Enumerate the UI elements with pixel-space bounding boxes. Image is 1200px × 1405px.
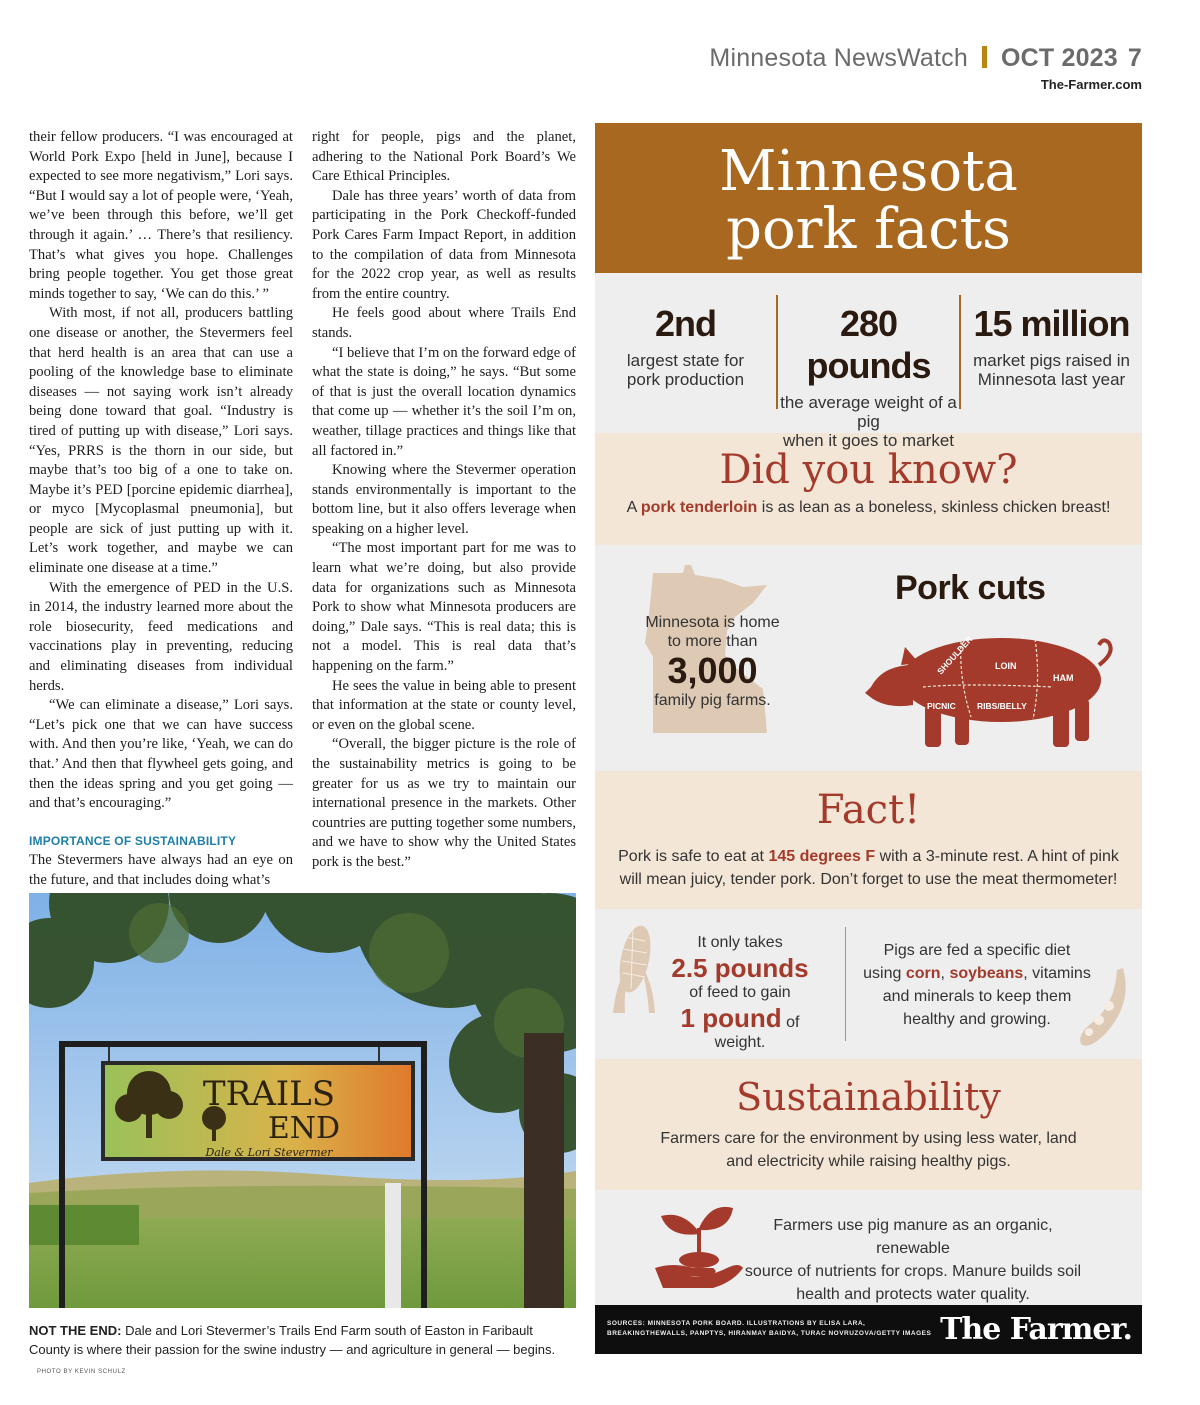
feed-conversion-text: It only takes 2.5 pounds of feed to gain 1 pound of weight. <box>655 933 825 1053</box>
caption-text: Dale and Lori Stevermer’s Trails End Farm south of Easton in Faribault County is where their passion for the swine industry — and agriculture in general — begins. <box>29 1323 556 1357</box>
article-paragraph: “I believe that I’m on the forward edge of what the state is doing,” he says. “But some of that is just the overall location dynamics that come up — whether it’s the soil I’m on, weather, tillage practices and things like that all factored in.” <box>312 344 576 459</box>
sustainability-text: Farmers care for the environment by using less water, land and electricity while raising healthy pigs. <box>660 1130 1077 1170</box>
article-paragraph: The Stevermers have always had an eye on the future, and that includes doing what’s <box>29 852 293 888</box>
sign-line-2: END <box>267 1111 341 1146</box>
infographic-footer <box>595 1305 1142 1354</box>
section-subhead: IMPORTANCE OF SUSTAINABILITY <box>29 833 237 848</box>
stat-market-weight <box>776 295 959 450</box>
did-you-know-text: A pork tenderloin is as lean as a boneless, skinless chicken breast! <box>626 499 1111 516</box>
manure-text: Farmers use pig manure as an organic, renewable source of nutrients for crops. Manure builds soil health and protects water quality. <box>744 1217 1082 1303</box>
sources-credit: SOURCES: MINNESOTA PORK BOARD. ILLUSTRATIONS BY ELISA LARA, BREAKINGTHEWALLS, PANPTYS, HIRANMAY BAIDYA, TURAC NOVRUZOVA/GETTY IMAGES <box>607 1320 932 1337</box>
diet-text: Pigs are fed a specific diet using corn, soybeans, vitamins and minerals to keep them healthy and growing. <box>863 942 1091 1028</box>
cut-ribs-belly: RIBS/BELLY <box>977 701 1027 711</box>
feed-amount: 2.5 pounds <box>671 953 809 983</box>
farm-sign-photo <box>29 893 576 1308</box>
article-paragraph: Dale has three years’ worth of data from participating in the Pork Checkoff-funded Pork Cares Farm Impact Report, in addition to the compilation of data from Minnesota for the 2022 crop year, as well as results from the entire country. <box>312 187 576 302</box>
page-header <box>709 44 1142 92</box>
stats-row <box>595 273 1142 450</box>
article-paragraph: their fellow producers. “I was encouraged at World Pork Expo [held in June], because I expected to see more negativism,” Lori says. “But I would say a lot of people were, ‘Yeah, we’ve been through this before, we’ll get through it again.’ … There’s that resiliency. That’s what gives you hope. Challenges bring people together. You get those great minds together to say, ‘We can do this.’ ” <box>29 129 293 302</box>
farms-text: Minnesota is home to more than 3,000 family pig farms. <box>635 613 790 710</box>
fact-text: Pork is safe to eat at 145 degrees F with a 3-minute rest. A hint of pink will mean juicy, tender pork. Don’t forget to use the meat thermometer! <box>618 848 1119 888</box>
article-paragraph: He sees the value in being able to present that information at the state or county level, or even on the global scene. <box>312 677 576 733</box>
manure-panel <box>595 1190 1142 1305</box>
pork-cuts-heading: Pork cuts <box>895 569 1046 607</box>
issue-date: OCT 2023 <box>1000 44 1118 72</box>
feed-panel <box>595 909 1142 1059</box>
article-paragraph: With the emergence of PED in the U.S. in 2014, the industry learned more about the role biosecurity, feed medications and vaccinations play in preventing, reducing and eliminating diseases from individual herds. <box>29 579 293 694</box>
title-line-1: Minnesota <box>719 139 1018 204</box>
sprout-in-hand-icon <box>653 1202 745 1292</box>
article-paragraph: With most, if not all, producers battling one disease or another, the Stevermers feel that herd health is an area that can use a pooling of the knowledge base to eliminate diseases — not saying work isn’t already being done toward that goal. “Industry is tired of putting up with disease,” Lori says. “Yes, PRRS is the thorn in our side, but maybe that’s too big of a one to take on. Maybe it’s PED [porcine epidemic diarrhea], or myco [Mycoplasmal pneumonia], but people are sick of just putting up with it. Let’s work together, and maybe we can eliminate one disease at a time.” <box>29 305 293 577</box>
the-farmer-logo: The Farmer. <box>940 1312 1132 1347</box>
header-line <box>709 44 1142 73</box>
article-paragraph: right for people, pigs and the planet, adhering to the National Pork Board’s We Care Ethical Principles. <box>312 129 576 185</box>
sustainability-heading: Sustainability <box>736 1075 1001 1119</box>
caption-lead: NOT THE END: <box>29 1323 122 1338</box>
stat-desc: market pigs raised in Minnesota last year <box>973 351 1130 389</box>
header-separator <box>982 46 987 68</box>
article-column-1 <box>29 128 293 891</box>
farms-number: 3,000 <box>667 650 758 691</box>
cut-picnic: PICNIC <box>927 701 956 711</box>
infographic-title <box>595 123 1142 273</box>
cut-shoulder: SHOULDER <box>935 634 975 677</box>
article-paragraph: He feels good about where Trails End stands. <box>312 305 576 341</box>
gain-amount: 1 pound <box>680 1003 782 1033</box>
corn-icon <box>603 917 659 1017</box>
article-paragraph: Knowing where the Stevermer operation stands environmentally is important to the bottom line, but it also offers leverage when speaking on a higher level. <box>312 462 576 537</box>
title-line-2: pork facts <box>726 197 1011 262</box>
fact-heading: Fact! <box>816 787 921 833</box>
stat-desc: the average weight of a pig when it goes to market <box>780 393 957 450</box>
pork-facts-infographic <box>595 123 1142 1354</box>
sustainability-panel <box>595 1059 1142 1190</box>
farm-sign-illustration <box>29 893 576 1308</box>
stat-desc: largest state for pork production <box>626 351 745 389</box>
stat-value: 2nd <box>654 303 716 344</box>
article-paragraph: “The most important part for me was to learn what we’re doing, but also provide data for organizations such as Minnesota Pork to show what Minnesota producers are doing,” Dale says. “This is real data; this is not a model. This is real data that’s happening on the farm.” <box>312 540 576 675</box>
article-column-2 <box>312 128 576 873</box>
stat-state-rank <box>595 295 776 409</box>
publication-name: Minnesota NewsWatch <box>709 44 968 72</box>
stat-value: 280 pounds <box>806 303 931 386</box>
stat-value: 15 million <box>973 303 1130 344</box>
sign-names: Dale & Lori Stevermer <box>205 1146 333 1159</box>
photo-credit: PHOTO BY KEVIN SCHULZ <box>37 1369 126 1375</box>
pork-cuts-panel <box>595 545 1142 771</box>
fact-panel <box>595 771 1142 909</box>
cut-loin: LOIN <box>995 661 1017 671</box>
article-paragraph: “Overall, the bigger picture is the role of the sustainability metrics is going to be greater for us as we try to maintain our international presence in the markets. Other countries are putting together some numbers, and we have to show why the United States pork is the best.” <box>312 736 576 870</box>
pig-cuts-icon <box>863 625 1123 755</box>
site-url: The-Farmer.com <box>1040 77 1142 92</box>
soybean-icon <box>1075 964 1135 1056</box>
did-you-know-heading: Did you know? <box>719 447 1018 493</box>
article-paragraph: “We can eliminate a disease,” Lori says. “Let’s pick one that we can have success with. And then you’re like, ‘Yeah, we can do that.’ And then that flywheel gets going, and then the ideas spring and you get going — and that’s encouraging.” <box>29 697 293 812</box>
photo-caption <box>29 1321 576 1382</box>
page-number: 7 <box>1127 44 1142 72</box>
stat-pigs-raised <box>959 295 1142 409</box>
cut-ham: HAM <box>1053 673 1074 683</box>
feed-divider <box>845 927 846 1041</box>
sign-line-1: TRAILS <box>202 1074 336 1114</box>
